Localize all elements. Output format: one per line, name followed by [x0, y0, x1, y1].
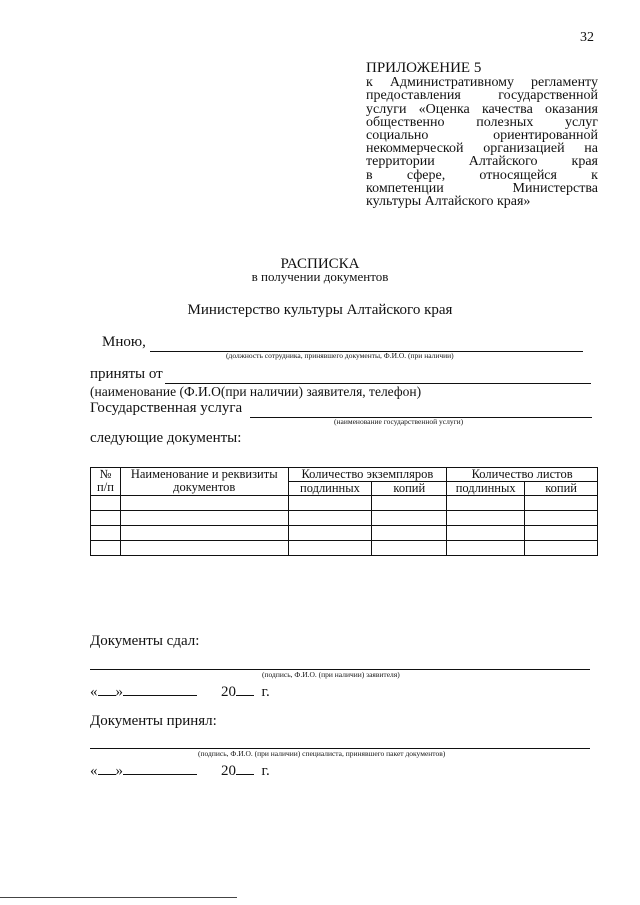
- table-cell[interactable]: [447, 496, 525, 511]
- appendix-word: к: [591, 167, 598, 183]
- appendix-word: некоммерческой: [366, 141, 464, 157]
- table-row: [91, 496, 598, 511]
- col-name-header: Наименование и реквизиты документов: [120, 468, 288, 496]
- table-cell[interactable]: [525, 526, 598, 541]
- table-cell[interactable]: [525, 511, 598, 526]
- by-me-caption: (должность сотрудника, принявшего документы, Ф.И.О. (при наличии): [226, 351, 454, 360]
- footer-line: [0, 897, 237, 898]
- year-prefix: 20: [221, 684, 236, 700]
- date-open-quote: «: [90, 763, 98, 779]
- received-label: Документы принял:: [90, 713, 217, 729]
- appendix-word: на: [584, 141, 598, 157]
- table-header-row: [91, 468, 598, 482]
- table-cell[interactable]: [91, 496, 121, 511]
- appendix-word: общественно: [366, 114, 445, 130]
- appendix-word: сфере,: [406, 167, 446, 183]
- col-num-header: № п/п: [91, 468, 121, 496]
- service-caption: (наименование государственной услуги): [334, 417, 464, 426]
- appendix-word: полезных: [476, 114, 534, 130]
- submitted-label: Документы сдал:: [90, 633, 200, 649]
- date-close-quote: »: [115, 763, 123, 779]
- appendix-block: [366, 62, 598, 208]
- appendix-word: края: [571, 154, 598, 170]
- table-cell[interactable]: [120, 541, 288, 556]
- by-me-label: Мною,: [102, 334, 146, 350]
- table-row: [91, 511, 598, 526]
- appendix-word: регламенту: [531, 75, 598, 91]
- year-prefix: 20: [221, 763, 236, 779]
- table-cell[interactable]: [288, 496, 372, 511]
- col-sheets-count-header: Количество листов: [447, 468, 598, 482]
- appendix-word: социально: [366, 128, 429, 144]
- page-number: 32: [580, 30, 594, 45]
- table-cell[interactable]: [525, 541, 598, 556]
- appendix-line: [366, 169, 598, 182]
- receipt-title: РАСПИСКА: [280, 256, 360, 272]
- appendix-word: «Оценка: [418, 101, 470, 117]
- received-caption: (подпись, Ф.И.О. (при наличии) специалиста, принявшего пакет документов): [198, 749, 446, 758]
- appendix-word: государственной: [498, 88, 598, 104]
- appendix-word: Алтайского: [468, 154, 538, 170]
- table-row: [91, 541, 598, 556]
- table-cell[interactable]: [447, 541, 525, 556]
- table-cell[interactable]: [447, 511, 525, 526]
- appendix-line: [366, 195, 598, 208]
- appendix-word: компетенции: [366, 180, 444, 196]
- date-open-quote: «: [90, 684, 98, 700]
- table-row: [91, 526, 598, 541]
- following-docs-label: следующие документы:: [90, 430, 242, 446]
- appendix-word: территории: [366, 154, 435, 170]
- accepted-from-label: приняты от: [90, 366, 163, 382]
- year-suffix: г.: [261, 763, 270, 779]
- appendix-word: организацией: [483, 141, 565, 157]
- year-suffix: г.: [261, 684, 270, 700]
- table-cell[interactable]: [447, 526, 525, 541]
- table-cell[interactable]: [288, 526, 372, 541]
- table-cell[interactable]: [120, 526, 288, 541]
- appendix-line: [366, 89, 598, 102]
- appendix-word: качества: [481, 101, 533, 117]
- appendix-word: культуры Алтайского края»: [366, 194, 531, 210]
- table-cell[interactable]: [372, 526, 447, 541]
- ministry-name: Министерство культуры Алтайского края: [187, 302, 453, 318]
- service-label: Государственная услуга: [90, 400, 243, 416]
- table-cell[interactable]: [120, 496, 288, 511]
- submitted-caption: (подпись, Ф.И.О. (при наличии) заявителя): [262, 670, 400, 679]
- table-cell[interactable]: [120, 511, 288, 526]
- appendix-word: относящейся: [479, 167, 557, 183]
- table-cell[interactable]: [91, 511, 121, 526]
- appendix-word: услуги: [366, 101, 407, 117]
- appendix-word: Административному: [389, 75, 515, 91]
- submitted-date[interactable]: [90, 684, 270, 701]
- received-date[interactable]: [90, 763, 270, 780]
- date-close-quote: »: [115, 684, 123, 700]
- col-copies-count-header: Количество экземпляров: [288, 468, 447, 482]
- sub-copies-copies: копий: [372, 482, 447, 496]
- appendix-heading: ПРИЛОЖЕНИЕ 5: [366, 60, 482, 76]
- documents-table: [90, 467, 598, 556]
- sub-original-copies: подлинных: [288, 482, 372, 496]
- appendix-word: предоставления: [366, 88, 461, 104]
- appendix-word: Министерства: [512, 180, 598, 196]
- table-cell[interactable]: [372, 496, 447, 511]
- appendix-word: к: [366, 75, 373, 91]
- appendix-word: оказания: [545, 101, 598, 117]
- sub-original-sheets: подлинных: [447, 482, 525, 496]
- table-cell[interactable]: [288, 511, 372, 526]
- appendix-line: [366, 155, 598, 168]
- appendix-text: [366, 76, 598, 208]
- table-cell[interactable]: [372, 511, 447, 526]
- appendix-line: [366, 103, 598, 116]
- appendix-word: ориентированной: [493, 128, 598, 144]
- table-cell[interactable]: [91, 526, 121, 541]
- table-cell[interactable]: [91, 541, 121, 556]
- receipt-subtitle: в получении документов: [251, 269, 389, 284]
- appendix-word: услуг: [565, 114, 598, 130]
- table-cell[interactable]: [288, 541, 372, 556]
- sub-copies-sheets: копий: [525, 482, 598, 496]
- table-cell[interactable]: [525, 496, 598, 511]
- appendix-word: в: [366, 167, 373, 183]
- applicant-caption: (наименование (Ф.И.О(при наличии) заявителя, телефон): [90, 384, 422, 399]
- table-cell[interactable]: [372, 541, 447, 556]
